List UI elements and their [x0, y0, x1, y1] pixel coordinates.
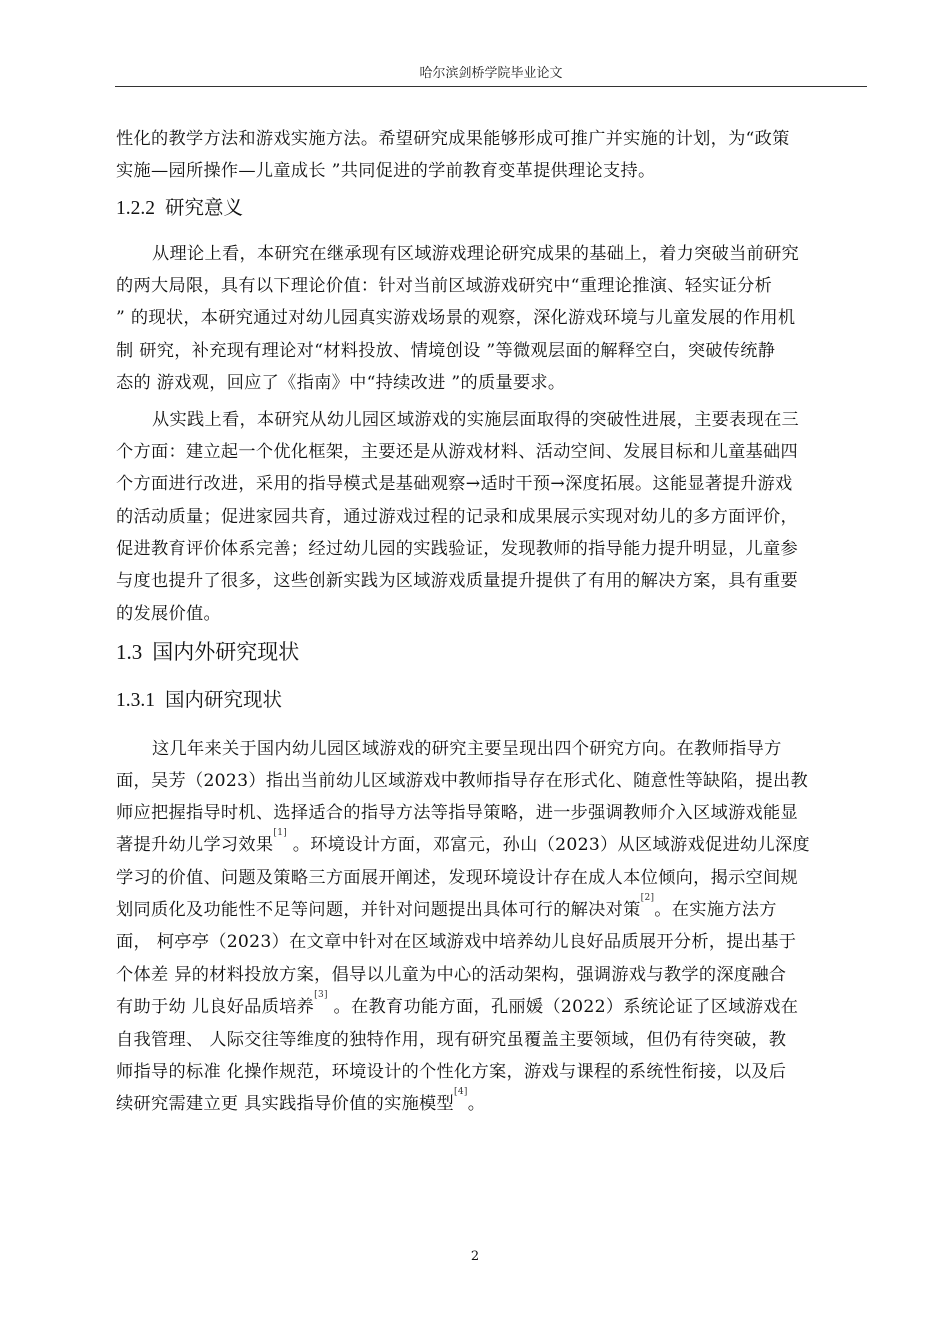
text-segment: 。环境设计方面，邓富元，孙山（2023）从区域游戏促进幼儿深度: [287, 835, 810, 855]
domestic-line-3: 师应把握指导时机、选择适合的指导方法等指导策略，进一步强调教师介入区域游戏能显: [116, 803, 799, 823]
citation-4[interactable]: [4]: [454, 1087, 468, 1097]
section-number: 1.2.2: [116, 198, 155, 219]
domestic-line-9: [116, 992, 798, 1017]
domestic-line-7: 面， 柯亭亭（2023）在文章中针对在区域游戏中培养幼儿良好品质展开分析，提出基于: [116, 932, 797, 952]
practice-line-1: 从实践上看，本研究从幼儿园区域游戏的实施层面取得的突破性进展，主要表现在三: [152, 410, 800, 430]
domestic-line-2: 面，吴芳（2023）指出当前幼儿区域游戏中教师指导存在形式化、随意性等缺陷，提出教: [116, 771, 808, 791]
intro-line-1: 性化的教学方法和游戏实施方法。希望研究成果能够形成可推广并实施的计划，为“政策: [116, 129, 790, 149]
citation-2[interactable]: [2]: [640, 893, 655, 903]
section-1-3-1-heading: [116, 684, 282, 712]
text-segment: 有助于幼 儿良好品质培养: [116, 997, 315, 1017]
running-header: 哈尔滨剑桥学院毕业论文: [419, 66, 563, 81]
practice-line-6: 与度也提升了很多，这些创新实践为区域游戏质量提升提供了有用的解决方案，具有重要: [116, 571, 799, 591]
practice-line-3: 个方面进行改进，采用的指导模式是基础观察→适时干预→深度拓展。这能显著提升游戏: [116, 474, 793, 494]
section-title: 国内研究现状: [165, 688, 283, 711]
section-number: 1.3.1: [116, 690, 155, 711]
text-segment: 。在教育功能方面，孔丽媛（2022）系统论证了区域游戏在: [327, 997, 799, 1017]
domestic-line-5: 学习的价值、问题及策略三方面展开阐述，发现环境设计存在成人本位倾向，揭示空间规: [116, 868, 799, 888]
theory-line-2: 的两大局限，具有以下理论价值：针对当前区域游戏研究中“重理论推演、轻实证分析: [116, 276, 773, 296]
practice-line-4: 的活动质量；促进家园共育，通过游戏过程的记录和成果展示实现对幼儿的多方面评价，: [116, 507, 799, 527]
header-divider: [115, 86, 867, 87]
text-segment: 。: [467, 1094, 486, 1114]
domestic-line-8: 个体差 异的材料投放方案，倡导以儿童为中心的活动架构，强调游戏与教学的深度融合: [116, 965, 787, 985]
theory-line-1: 从理论上看，本研究在继承现有区域游戏理论研究成果的基础上，着力突破当前研究: [152, 244, 800, 264]
section-title: 国内外研究现状: [152, 640, 300, 664]
domestic-line-6: [116, 895, 777, 920]
intro-line-2: 实施—园所操作—儿童成长 ”共同促进的学前教育变革提供理论支持。: [116, 161, 656, 181]
section-1-2-2-heading: [116, 192, 243, 220]
domestic-line-11: 师指导的标准 化操作规范，环境设计的个性化方案，游戏与课程的系统性衔接，以及后: [116, 1062, 787, 1082]
citation-3[interactable]: [3]: [314, 990, 328, 1000]
theory-line-5: 态的 游戏观，回应了《指南》中“持续改进 ”的质量要求。: [116, 373, 566, 393]
domestic-line-10: 自我管理、 人际交往等维度的独特作用，现有研究虽覆盖主要领域，但仍有待突破，教: [116, 1030, 787, 1050]
text-segment: 著提升幼儿学习效果: [116, 835, 274, 855]
domestic-line-4: [116, 830, 810, 855]
domestic-line-12: [116, 1089, 485, 1114]
practice-line-2: 个方面：建立起一个优化框架，主要还是从游戏材料、活动空间、发展目标和儿童基础四: [116, 442, 799, 462]
section-number: 1.3: [116, 640, 143, 664]
section-title: 研究意义: [165, 196, 244, 219]
theory-line-3: ” 的现状，本研究通过对幼儿园真实游戏场景的观察，深化游戏环境与儿童发展的作用机: [116, 308, 796, 328]
citation-1[interactable]: [1]: [273, 828, 288, 838]
theory-line-4: 制 研究，补充现有理论对“材料投放、情境创设 ”等微观层面的解释空白，突破传统静: [116, 341, 776, 361]
text-segment: 。在实施方法方: [654, 900, 777, 920]
practice-line-5: 促进教育评价体系完善；经过幼儿园的实践验证，发现教师的指导能力提升明显，儿童参: [116, 539, 799, 559]
text-segment: 续研究需建立更 具实践指导价值的实施模型: [116, 1094, 455, 1114]
text-segment: 划同质化及功能性不足等问题，并针对问题提出具体可行的解决对策: [116, 900, 641, 920]
section-1-3-heading: [116, 636, 299, 666]
domestic-line-1: 这几年来关于国内幼儿园区域游戏的研究主要呈现出四个研究方向。在教师指导方: [152, 739, 782, 759]
practice-line-7: 的发展价值。: [116, 604, 221, 624]
page-number: 2: [470, 1249, 480, 1264]
